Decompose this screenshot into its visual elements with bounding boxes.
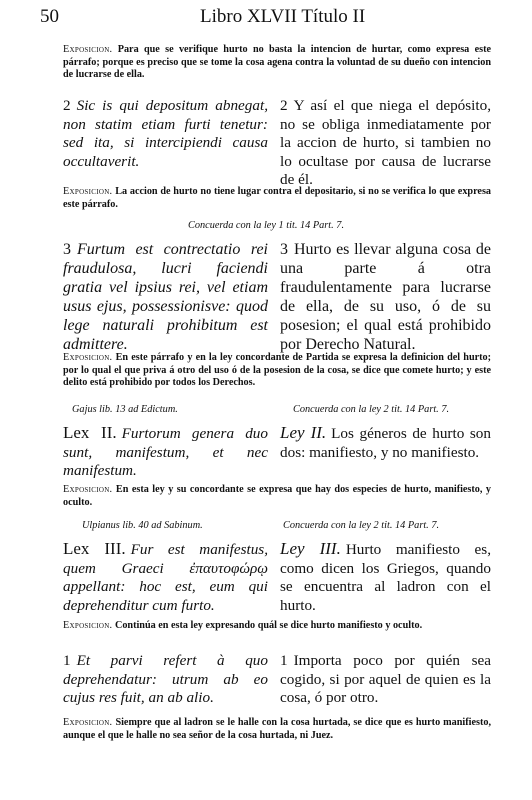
exposicion-text: La accion de hurto no tiene lugar contra el depositario, si no se verifica lo que expresa este párrafo. [63, 186, 492, 210]
latin-paragraph-1 [63, 652, 268, 708]
paragraph-number: 2 [63, 97, 71, 114]
ley-heading: Ley III. [280, 539, 341, 558]
latin-text: Et parvi refert à quo deprehendatur: utrum ab eo cujus res fuit, an ab alio. [63, 652, 268, 706]
spanish-text: Hurto manifiesto es, como dicen los Griegos, quando se encuentra al ladron con el hurto. [280, 541, 491, 614]
spanish-ley-2 [280, 424, 491, 462]
paragraph-number: 3 [63, 241, 71, 258]
latin-lex-2 [63, 424, 268, 481]
exposicion-4 [63, 484, 491, 509]
latin-text: Sic is qui depositum abnegat, non statim etiam furti tenetur: sed ita, si intercipiendi causa occultaverit. [63, 97, 268, 170]
paragraph-number: 1 [280, 652, 288, 669]
exposicion-text: Continúa en esta ley expresando quál se dice hurto manifiesto y oculto. [114, 620, 423, 631]
lex-heading: Lex III. [63, 539, 126, 558]
exposicion-2 [63, 186, 491, 211]
exposicion-1 [63, 44, 491, 82]
spanish-ley-3 [280, 540, 491, 615]
exposicion-label: Exposicion. [63, 620, 113, 631]
spanish-paragraph-1 [280, 652, 491, 708]
concordance-note: Concuerda con la ley 2 tit. 14 Part. 7. [283, 520, 440, 531]
source-ulpianus: Ulpianus lib. 40 ad Sabinum. [82, 520, 203, 531]
concordance-note: Concuerda con la ley 1 tit. 14 Part. 7. [187, 220, 345, 231]
page-number: 50 [40, 6, 59, 27]
latin-text: Fur est manifestus, quem Graeci ἐπαυτοφώρῳ appellant: hoc est, eum qui deprehenditur cum furto. [63, 541, 268, 614]
exposicion-3 [63, 352, 491, 390]
exposicion-text: En este párrafo y en la ley concordante de Partida se expresa la definicion del hurto; por lo qual el que priva á otro del uso ó de la posesion de la cosa, se dice que comete hurto; y este delito está prohibido por todos los Derechos. [63, 352, 492, 388]
exposicion-label: Exposicion. [63, 484, 113, 495]
exposicion-label: Exposicion. [63, 717, 113, 728]
spanish-paragraph-3 [280, 240, 491, 354]
exposicion-5 [63, 620, 491, 633]
ley-heading: Ley II. [280, 423, 327, 442]
exposicion-label: Exposicion. [63, 44, 113, 55]
concordance-note: Concuerda con la ley 2 tit. 14 Part. 7. [293, 404, 450, 415]
latin-text: Furtum est contrectatio rei fraudulosa, lucri faciendi gratia vel ipsius rei, vel etiam usus ejus, possessionisve: quod lege naturali prohibitum est admittere. [63, 241, 268, 353]
source-gajus: Gajus lib. 13 ad Edictum. [72, 404, 178, 415]
running-title: Libro XLVII Título II [200, 6, 366, 27]
paragraph-number: 1 [63, 652, 71, 669]
exposicion-label: Exposicion. [63, 186, 113, 197]
exposicion-6 [63, 717, 491, 742]
latin-text: Furtorum genera duo sunt, manifestum, et nec manifestum. [63, 425, 268, 479]
exposicion-text: En esta ley y su concordante se expresa que hay dos especies de hurto, manifiesto, y oculto. [63, 484, 492, 508]
running-header [40, 6, 500, 32]
latin-lex-3 [63, 540, 268, 615]
exposicion-text: Siempre que al ladron se le halle con la cosa hurtada, se dice que es hurto manifiesto, aunque el que le halle no sea señor de la cosa hurtada, ni Juez. [63, 717, 491, 741]
spanish-text: Los géneros de hurto son dos: manifiesto, y no manifiesto. [280, 425, 491, 461]
spanish-text: Y así el que niega el depósito, no se obliga inmediatamente por la accion de hurto, si tambien no lo ocultase por causa de lucrarse de él. [280, 97, 491, 188]
paragraph-number: 2 [280, 97, 288, 114]
spanish-text: Hurto es llevar alguna cosa de una parte á otra fraudulentamente para lucrarse de ella, de su uso, ó de su posesion; el qual está prohibido por Derecho Natural. [280, 241, 491, 353]
latin-paragraph-2 [63, 97, 268, 171]
latin-paragraph-3 [63, 240, 268, 354]
spanish-text: Importa poco por quién sea cogido, si por aquel de quien es la cosa, ó por otro. [280, 652, 491, 706]
exposicion-text: Para que se verifique hurto no basta la intencion de hurtar, como expresa este párrafo; porque es preciso que se tome la cosa agena contra la voluntad de su dueño con intencion de lucrarse de ella. [63, 44, 491, 80]
paragraph-number: 3 [280, 241, 288, 258]
exposicion-label: Exposicion. [63, 352, 113, 363]
lex-heading: Lex II. [63, 423, 117, 442]
spanish-paragraph-2 [280, 97, 491, 190]
